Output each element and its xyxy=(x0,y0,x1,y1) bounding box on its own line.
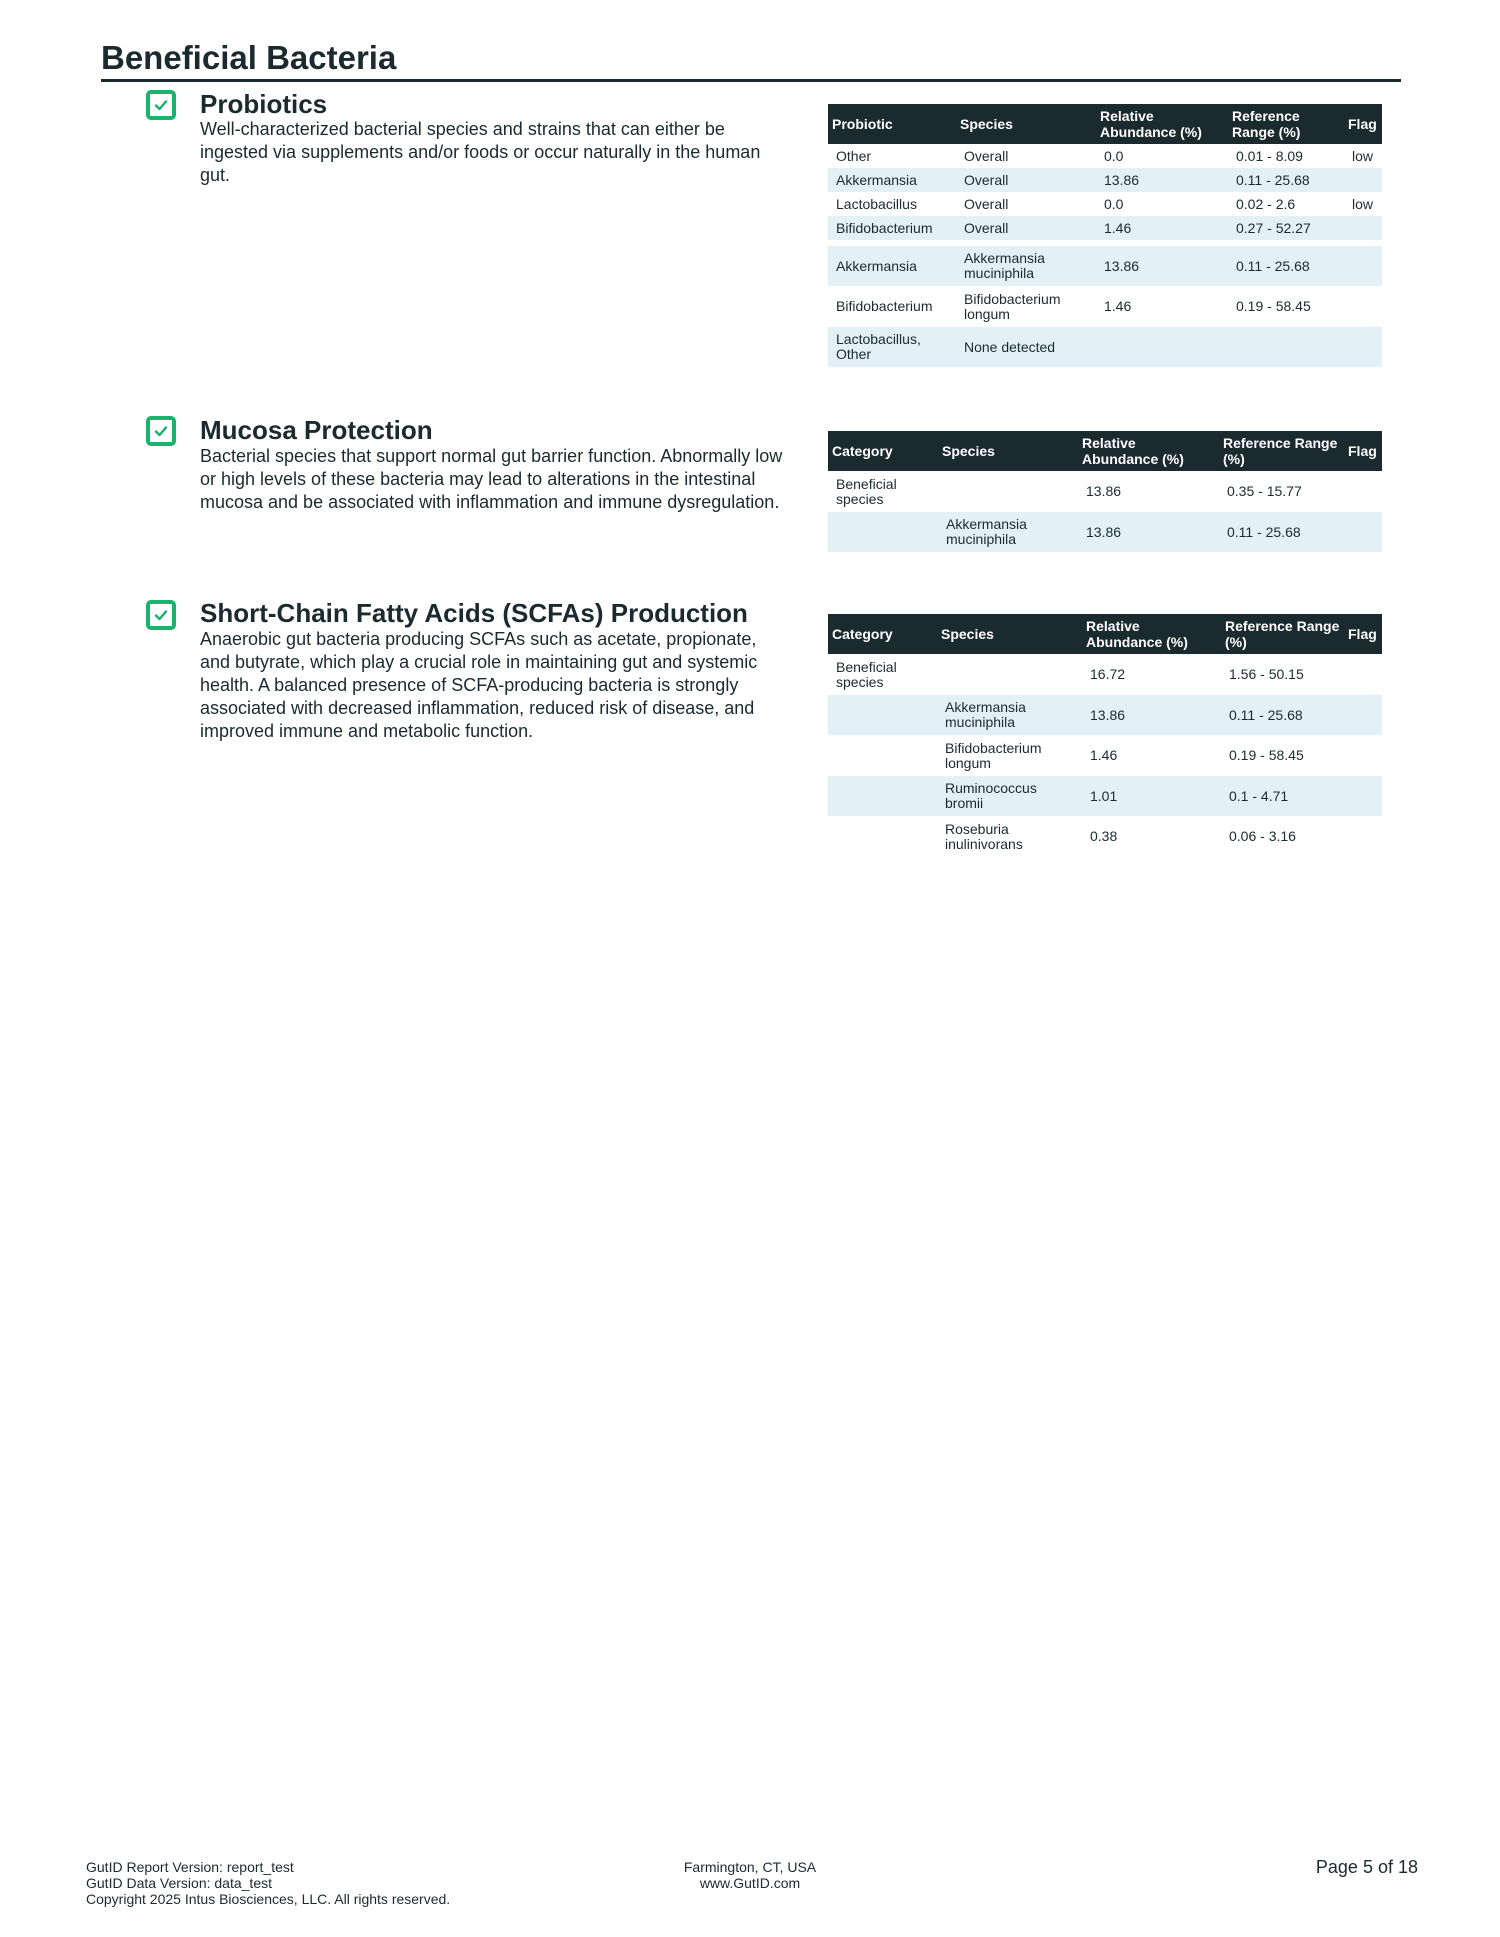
table-header-row xyxy=(828,614,1382,654)
table-cell: 0.27 - 52.27 xyxy=(1228,216,1344,240)
table-cell: Akkermansia xyxy=(828,246,956,286)
mucosa-protection-table xyxy=(828,431,1382,552)
table-cell xyxy=(938,471,1078,512)
table-cell: 0.01 - 8.09 xyxy=(1236,147,1303,164)
page-title: Beneficial Bacteria xyxy=(101,38,1401,82)
table-cell: 13.86 xyxy=(1086,483,1122,499)
table-cell: 0.11 - 25.68 xyxy=(1219,512,1344,552)
column-header: Relative Abundance (%) xyxy=(1082,614,1221,654)
table-cell: Ruminococcus bromii xyxy=(937,776,1082,816)
column-header: Species xyxy=(937,614,1082,654)
table-cell: None detected xyxy=(956,327,1096,367)
column-header: Category xyxy=(828,431,938,471)
table-cell xyxy=(1344,327,1382,367)
table-cell: 0.02 - 2.6 xyxy=(1236,195,1296,212)
table-cell: 0.35 - 15.77 xyxy=(1227,483,1302,499)
table-row xyxy=(828,216,1382,240)
table-row xyxy=(828,776,1382,816)
table-row xyxy=(828,286,1382,327)
table-cell xyxy=(1344,168,1382,192)
table-cell xyxy=(1344,776,1382,816)
column-header: Reference Range (%) xyxy=(1221,614,1344,654)
table-cell: 0.06 - 3.16 xyxy=(1229,828,1296,844)
table-cell: Bifidobacterium longum xyxy=(956,286,1096,327)
column-header: Flag xyxy=(1344,431,1382,471)
table-cell: 13.86 xyxy=(1082,695,1221,735)
table-cell: 0.19 - 58.45 xyxy=(1229,747,1304,763)
table-cell: 1.46 xyxy=(1096,286,1228,327)
column-header: Reference Range (%) xyxy=(1219,431,1344,471)
table-cell: 1.46 xyxy=(1090,747,1118,763)
page-number: Page 5 of 18 xyxy=(1315,1857,1418,1877)
table-cell: 1.46 xyxy=(1096,216,1228,240)
column-header: Probiotic xyxy=(828,104,956,144)
table-cell: low xyxy=(1352,195,1374,212)
table-cell: 0.0 xyxy=(1104,147,1124,164)
table-row xyxy=(828,144,1382,168)
table-cell: 13.86 xyxy=(1078,512,1219,552)
table-cell: Bifidobacterium longum xyxy=(945,739,1042,771)
column-header: Flag xyxy=(1344,104,1382,144)
table-cell xyxy=(1344,216,1382,240)
table-cell xyxy=(1344,286,1382,327)
section-description: Bacterial species that support normal gut barrier function. Abnormally low or high levels of these bacteria may lead to alterations in the intestinal mucosa and be associated with inflammation and immune dysregulation. xyxy=(200,446,783,512)
table-row xyxy=(828,735,1382,776)
table-header-row xyxy=(828,431,1382,471)
table-row xyxy=(828,192,1382,216)
table-cell: Bifidobacterium xyxy=(828,286,956,327)
table-cell: 0.0 xyxy=(1104,195,1124,212)
column-header: Relative Abundance (%) xyxy=(1096,104,1228,144)
section-title: Mucosa Protection xyxy=(200,415,433,445)
table-cell: Akkermansia muciniphila xyxy=(937,695,1082,735)
table-cell: Overall xyxy=(956,216,1096,240)
table-cell xyxy=(1344,246,1382,286)
table-cell: Akkermansia muciniphila xyxy=(956,246,1096,286)
table-cell: 0.1 - 4.71 xyxy=(1221,776,1344,816)
table-cell: 13.86 xyxy=(1096,168,1228,192)
table-cell: 1.01 xyxy=(1082,776,1221,816)
table-row xyxy=(828,471,1382,512)
table-cell xyxy=(1344,654,1382,695)
table-cell: 0.11 - 25.68 xyxy=(1228,246,1344,286)
table-cell: 0.11 - 25.68 xyxy=(1228,168,1344,192)
table-cell: Akkermansia muciniphila xyxy=(938,512,1078,552)
table-cell xyxy=(1344,512,1382,552)
table-cell: 13.86 xyxy=(1096,246,1228,286)
table-cell: 16.72 xyxy=(1090,666,1126,682)
section-description: Anaerobic gut bacteria producing SCFAs such as acetate, propionate, and butyrate, which play a crucial role in maintaining gut and systemic health. A balanced presence of SCFA-producing bacteria is strongly associated with decreased inflammation, reduced risk of disease, and improved immune and metabolic function. xyxy=(200,629,758,741)
table-cell xyxy=(937,654,1082,695)
checkbox-checked-icon xyxy=(146,90,176,120)
table-row xyxy=(828,695,1382,735)
table-cell xyxy=(1228,327,1344,367)
section-title: Short-Chain Fatty Acids (SCFAs) Production xyxy=(200,598,748,628)
website-link[interactable]: www.GutID.com xyxy=(699,1875,801,1891)
table-cell: Roseburia inulinivorans xyxy=(945,820,1023,852)
scfa-production-table xyxy=(828,614,1382,857)
probiotics-table xyxy=(828,104,1382,367)
checkbox-checked-icon xyxy=(146,600,176,630)
column-header: Flag xyxy=(1344,614,1382,654)
table-cell xyxy=(1344,695,1382,735)
report-version: GutID Report Version: report_test xyxy=(86,1859,294,1875)
data-version: GutID Data Version: data_test xyxy=(86,1875,272,1891)
table-cell: 0.38 xyxy=(1090,828,1118,844)
table-cell xyxy=(828,512,938,552)
table-cell xyxy=(828,816,937,857)
table-cell: Beneficial species xyxy=(836,658,897,690)
column-header: Species xyxy=(956,104,1096,144)
table-cell: Lactobacillus xyxy=(836,195,917,212)
table-cell: Overall xyxy=(956,168,1096,192)
table-cell: Overall xyxy=(964,195,1009,212)
table-cell: Akkermansia xyxy=(828,168,956,192)
table-cell xyxy=(1096,327,1228,367)
table-row xyxy=(828,246,1382,286)
section-title: Probiotics xyxy=(200,89,328,119)
location: Farmington, CT, USA xyxy=(683,1859,817,1875)
table-cell xyxy=(828,735,937,776)
table-cell xyxy=(1344,816,1382,857)
table-row xyxy=(828,168,1382,192)
table-cell: Bifidobacterium xyxy=(828,216,956,240)
table-cell xyxy=(1344,471,1382,512)
table-cell: 0.11 - 25.68 xyxy=(1221,695,1344,735)
copyright: Copyright 2025 Intus Biosciences, LLC. All rights reserved. xyxy=(86,1891,451,1907)
column-header: Relative Abundance (%) xyxy=(1078,431,1219,471)
footer-center xyxy=(0,1859,1500,1891)
table-cell: 1.56 - 50.15 xyxy=(1229,666,1304,682)
table-cell xyxy=(828,776,937,816)
table-cell xyxy=(1344,735,1382,776)
column-header: Category xyxy=(828,614,937,654)
table-cell: low xyxy=(1352,147,1374,164)
table-cell: Other xyxy=(836,147,872,164)
checkbox-checked-icon xyxy=(146,416,176,446)
table-cell: Beneficial species xyxy=(836,475,897,507)
table-row xyxy=(828,816,1382,857)
table-cell: Lactobacillus, Other xyxy=(828,327,956,367)
table-row xyxy=(828,327,1382,367)
table-header-row xyxy=(828,104,1382,144)
column-header: Species xyxy=(938,431,1078,471)
table-cell xyxy=(828,695,937,735)
table-row xyxy=(828,654,1382,695)
table-cell: 0.19 - 58.45 xyxy=(1228,286,1344,327)
table-cell: Overall xyxy=(964,147,1009,164)
section-description: Well-characterized bacterial species and strains that can either be ingested via supplements and/or foods or occur naturally in the human gut. xyxy=(200,119,761,185)
table-row xyxy=(828,512,1382,552)
column-header: Reference Range (%) xyxy=(1228,104,1344,144)
